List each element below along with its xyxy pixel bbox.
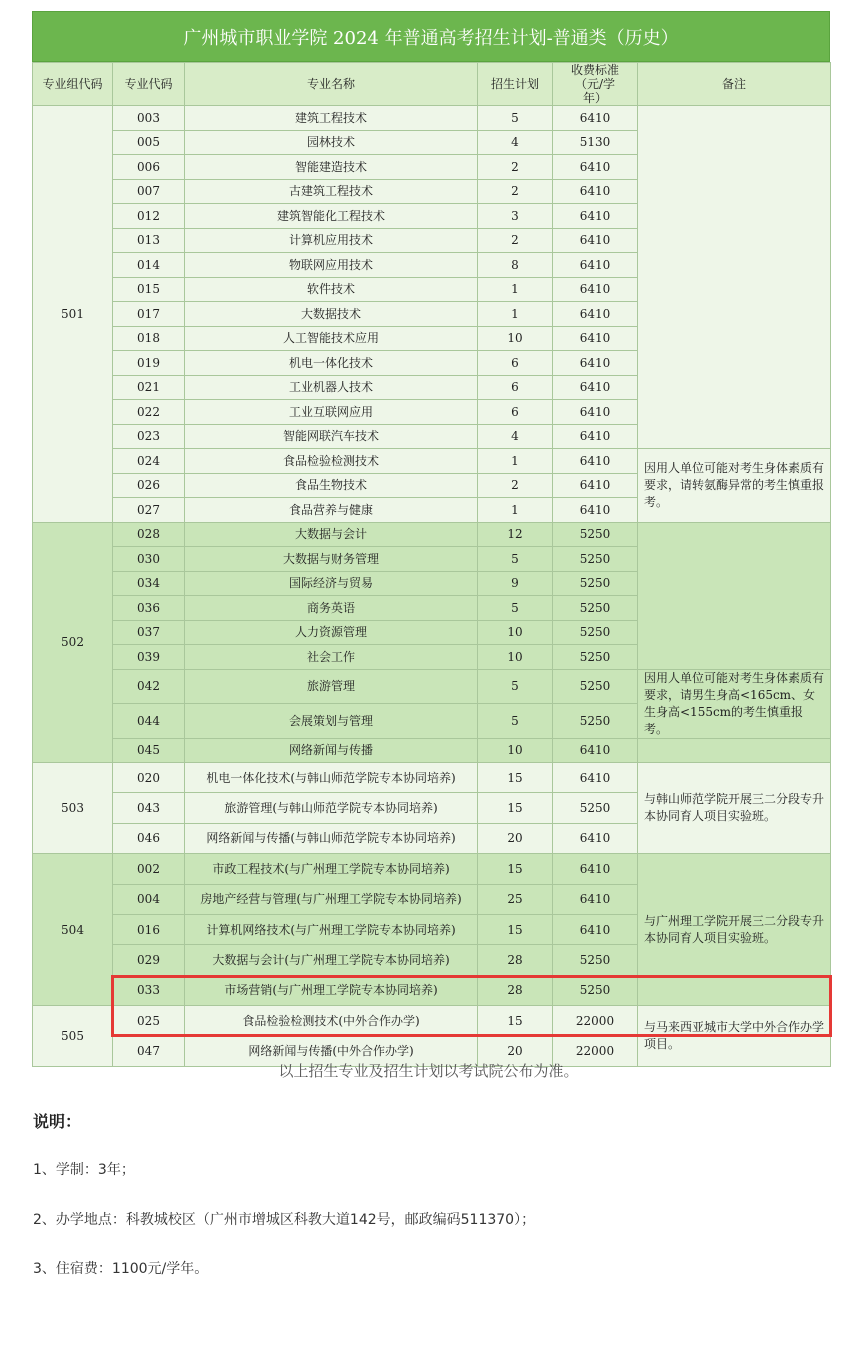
plan-cell: 15 (478, 1006, 553, 1036)
major-name-cell: 大数据技术 (185, 302, 478, 327)
major-name-cell: 智能建造技术 (185, 155, 478, 180)
major-code-cell: 016 (113, 914, 185, 944)
major-name-cell: 大数据与会计 (185, 522, 478, 547)
plan-cell: 6 (478, 400, 553, 425)
note-cell (638, 106, 831, 449)
table-row (33, 738, 831, 763)
fee-cell: 5250 (553, 704, 638, 739)
major-code-cell: 023 (113, 424, 185, 449)
fee-cell: 6410 (553, 106, 638, 131)
plan-cell: 15 (478, 914, 553, 944)
plan-cell: 20 (478, 1036, 553, 1066)
admission-plan-table-container (32, 11, 830, 1067)
major-code-cell: 003 (113, 106, 185, 131)
major-code-cell: 018 (113, 326, 185, 351)
group-code-cell: 503 (33, 763, 113, 854)
table-row (33, 449, 831, 474)
plan-cell: 6 (478, 351, 553, 376)
group-code-cell: 504 (33, 854, 113, 1006)
header-major-name: 专业名称 (185, 63, 478, 106)
plan-cell: 25 (478, 884, 553, 914)
table-body (33, 106, 831, 1067)
plan-cell: 10 (478, 645, 553, 670)
plan-cell: 15 (478, 793, 553, 823)
fee-cell: 5250 (553, 547, 638, 572)
fee-cell: 6410 (553, 155, 638, 180)
table-row (33, 1006, 831, 1036)
explain-heading: 说明： (33, 1112, 82, 1131)
table-row (33, 854, 831, 884)
major-code-cell: 036 (113, 596, 185, 621)
major-name-cell: 计算机应用技术 (185, 228, 478, 253)
major-name-cell: 大数据与财务管理 (185, 547, 478, 572)
table-title: 广州城市职业学院 2024 年普通高考招生计划-普通类（历史） (32, 11, 830, 62)
major-name-cell: 机电一体化技术(与韩山师范学院专本协同培养) (185, 763, 478, 793)
major-code-cell: 045 (113, 738, 185, 763)
fee-cell: 6410 (553, 400, 638, 425)
fee-cell: 6410 (553, 204, 638, 229)
major-name-cell: 社会工作 (185, 645, 478, 670)
header-plan: 招生计划 (478, 63, 553, 106)
major-code-cell: 020 (113, 763, 185, 793)
group-code-cell: 502 (33, 522, 113, 763)
plan-cell: 1 (478, 302, 553, 327)
major-code-cell: 005 (113, 130, 185, 155)
header-group-code: 专业组代码 (33, 63, 113, 106)
plan-cell: 1 (478, 277, 553, 302)
plan-cell: 20 (478, 823, 553, 853)
note-cell (638, 522, 831, 669)
fee-cell: 6410 (553, 854, 638, 884)
major-code-cell: 026 (113, 473, 185, 498)
major-name-cell: 食品检验检测技术(中外合作办学) (185, 1006, 478, 1036)
major-code-cell: 034 (113, 571, 185, 596)
fee-cell: 6410 (553, 914, 638, 944)
plan-cell: 10 (478, 326, 553, 351)
plan-cell: 2 (478, 179, 553, 204)
major-name-cell: 食品生物技术 (185, 473, 478, 498)
major-name-cell: 商务英语 (185, 596, 478, 621)
explain-item-location: 2、办学地点：科教城校区（广州市增城区科教大道142号，邮政编码511370）； (33, 1212, 536, 1228)
note-cell: 因用人单位可能对考生身体素质有要求，请男生身高<165cm、女生身高<155cm的考生慎重报考。 (638, 669, 831, 738)
major-code-cell: 028 (113, 522, 185, 547)
plan-cell: 2 (478, 228, 553, 253)
fee-cell: 5250 (553, 645, 638, 670)
header-note: 备注 (638, 63, 831, 106)
major-name-cell: 人工智能技术应用 (185, 326, 478, 351)
explain-item-dorm-fee: 3、住宿费：1100元/学年。 (33, 1261, 209, 1277)
plan-cell: 1 (478, 498, 553, 523)
fee-cell: 5250 (553, 596, 638, 621)
plan-cell: 9 (478, 571, 553, 596)
major-name-cell: 国际经济与贸易 (185, 571, 478, 596)
fee-cell: 6410 (553, 375, 638, 400)
fee-cell: 6410 (553, 763, 638, 793)
footer-note: 以上招生专业及招生计划以考试院公布为准。 (278, 1062, 579, 1080)
major-code-cell: 039 (113, 645, 185, 670)
plan-cell: 1 (478, 449, 553, 474)
major-code-cell: 027 (113, 498, 185, 523)
plan-cell: 4 (478, 424, 553, 449)
major-name-cell: 机电一体化技术 (185, 351, 478, 376)
note-cell (638, 738, 831, 763)
major-code-cell: 043 (113, 793, 185, 823)
major-code-cell: 024 (113, 449, 185, 474)
plan-cell: 28 (478, 945, 553, 975)
plan-cell: 5 (478, 547, 553, 572)
plan-cell: 28 (478, 975, 553, 1005)
major-code-cell: 025 (113, 1006, 185, 1036)
major-name-cell: 旅游管理 (185, 669, 478, 704)
fee-cell: 6410 (553, 253, 638, 278)
fee-cell: 6410 (553, 449, 638, 474)
major-code-cell: 021 (113, 375, 185, 400)
fee-cell: 6410 (553, 884, 638, 914)
fee-cell: 6410 (553, 228, 638, 253)
major-name-cell: 大数据与会计(与广州理工学院专本协同培养) (185, 945, 478, 975)
major-name-cell: 工业互联网应用 (185, 400, 478, 425)
fee-cell: 5250 (553, 571, 638, 596)
major-code-cell: 046 (113, 823, 185, 853)
major-name-cell: 网络新闻与传播 (185, 738, 478, 763)
major-name-cell: 建筑智能化工程技术 (185, 204, 478, 229)
explain-item-duration: 1、学制：3年； (33, 1162, 135, 1178)
fee-cell: 5250 (553, 522, 638, 547)
major-code-cell: 014 (113, 253, 185, 278)
header-row (33, 63, 831, 106)
major-code-cell: 007 (113, 179, 185, 204)
major-code-cell: 015 (113, 277, 185, 302)
fee-cell: 6410 (553, 498, 638, 523)
plan-cell: 2 (478, 155, 553, 180)
major-code-cell: 012 (113, 204, 185, 229)
major-name-cell: 食品营养与健康 (185, 498, 478, 523)
group-code-cell: 505 (33, 1006, 113, 1067)
plan-cell: 10 (478, 620, 553, 645)
plan-cell: 6 (478, 375, 553, 400)
plan-cell: 2 (478, 473, 553, 498)
header-fee: 收费标准（元/学年） (553, 63, 638, 106)
plan-cell: 15 (478, 763, 553, 793)
major-name-cell: 工业机器人技术 (185, 375, 478, 400)
fee-cell: 5250 (553, 945, 638, 975)
fee-cell: 6410 (553, 823, 638, 853)
plan-cell: 5 (478, 596, 553, 621)
major-name-cell: 房地产经营与管理(与广州理工学院专本协同培养) (185, 884, 478, 914)
table-row (33, 522, 831, 547)
fee-cell: 5130 (553, 130, 638, 155)
plan-cell: 10 (478, 738, 553, 763)
fee-cell: 5250 (553, 669, 638, 704)
table-row (33, 669, 831, 704)
plan-cell: 4 (478, 130, 553, 155)
note-cell: 与韩山师范学院开展三二分段专升本协同育人项目实验班。 (638, 763, 831, 854)
major-name-cell: 市场营销(与广州理工学院专本协同培养) (185, 975, 478, 1005)
major-name-cell: 古建筑工程技术 (185, 179, 478, 204)
fee-cell: 5250 (553, 620, 638, 645)
fee-cell: 6410 (553, 326, 638, 351)
plan-cell: 12 (478, 522, 553, 547)
plan-cell: 8 (478, 253, 553, 278)
major-name-cell: 建筑工程技术 (185, 106, 478, 131)
note-cell: 因用人单位可能对考生身体素质有要求，请转氨酶异常的考生慎重报考。 (638, 449, 831, 523)
major-name-cell: 园林技术 (185, 130, 478, 155)
major-name-cell: 网络新闻与传播(中外合作办学) (185, 1036, 478, 1066)
table-row (33, 106, 831, 131)
major-code-cell: 002 (113, 854, 185, 884)
major-name-cell: 人力资源管理 (185, 620, 478, 645)
plan-cell: 5 (478, 669, 553, 704)
major-code-cell: 019 (113, 351, 185, 376)
major-name-cell: 物联网应用技术 (185, 253, 478, 278)
plan-cell: 3 (478, 204, 553, 229)
major-code-cell: 022 (113, 400, 185, 425)
major-code-cell: 037 (113, 620, 185, 645)
table-row (33, 763, 831, 793)
fee-cell: 6410 (553, 277, 638, 302)
major-code-cell: 006 (113, 155, 185, 180)
major-name-cell: 计算机网络技术(与广州理工学院专本协同培养) (185, 914, 478, 944)
fee-cell: 5250 (553, 975, 638, 1005)
major-name-cell: 智能网联汽车技术 (185, 424, 478, 449)
major-code-cell: 017 (113, 302, 185, 327)
major-code-cell: 029 (113, 945, 185, 975)
fee-cell: 6410 (553, 179, 638, 204)
major-code-cell: 030 (113, 547, 185, 572)
major-code-cell: 047 (113, 1036, 185, 1066)
fee-cell: 5250 (553, 793, 638, 823)
major-name-cell: 软件技术 (185, 277, 478, 302)
major-code-cell: 013 (113, 228, 185, 253)
major-name-cell: 食品检验检测技术 (185, 449, 478, 474)
fee-cell: 22000 (553, 1006, 638, 1036)
fee-cell: 6410 (553, 738, 638, 763)
header-major-code: 专业代码 (113, 63, 185, 106)
fee-cell: 6410 (553, 424, 638, 449)
plan-cell: 15 (478, 854, 553, 884)
major-code-cell: 042 (113, 669, 185, 704)
group-code-cell: 501 (33, 106, 113, 523)
major-name-cell: 会展策划与管理 (185, 704, 478, 739)
note-cell: 与广州理工学院开展三二分段专升本协同育人项目实验班。 (638, 854, 831, 1006)
fee-cell: 6410 (553, 302, 638, 327)
major-code-cell: 004 (113, 884, 185, 914)
admission-plan-table (32, 62, 831, 1067)
note-cell: 与马来西亚城市大学中外合作办学项目。 (638, 1006, 831, 1067)
plan-cell: 5 (478, 704, 553, 739)
fee-cell: 6410 (553, 473, 638, 498)
major-code-cell: 044 (113, 704, 185, 739)
fee-cell: 6410 (553, 351, 638, 376)
plan-cell: 5 (478, 106, 553, 131)
fee-cell: 22000 (553, 1036, 638, 1066)
major-code-cell: 033 (113, 975, 185, 1005)
major-name-cell: 旅游管理(与韩山师范学院专本协同培养) (185, 793, 478, 823)
major-name-cell: 市政工程技术(与广州理工学院专本协同培养) (185, 854, 478, 884)
major-name-cell: 网络新闻与传播(与韩山师范学院专本协同培养) (185, 823, 478, 853)
